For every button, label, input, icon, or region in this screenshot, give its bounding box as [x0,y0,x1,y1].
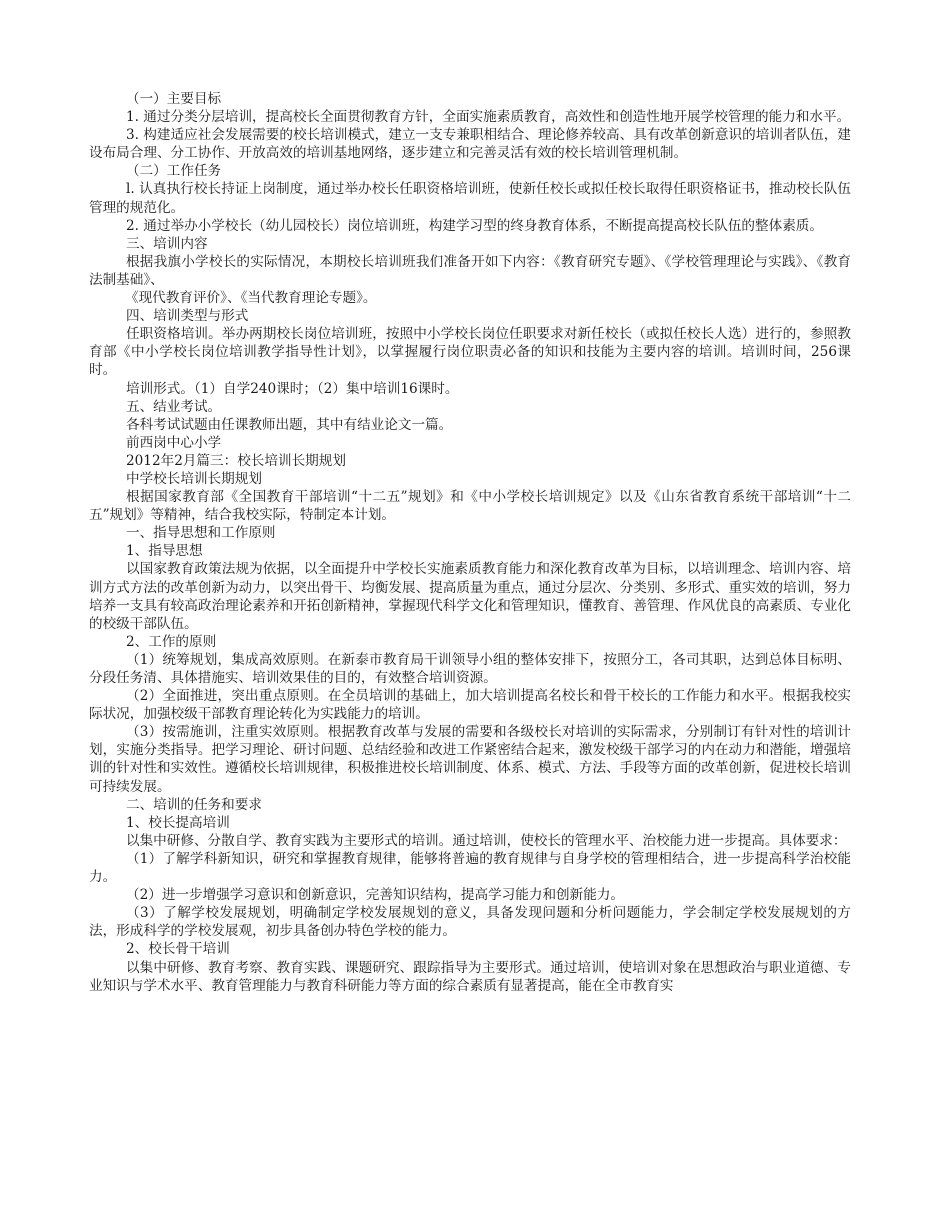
paragraph: 以国家教育政策法规为依据，以全面提升中学校长实施素质教育能力和深化教育改革为目标，以培训理念、培训内容、培训方式方法的改革创新为动力，以突出骨干、均衡发展、提高质量为重点，通过分层次、分类别、多形式、重实效的培训，努力培养一支具有较高政治理论素养和开拓创新精神，掌握现代科学文化和管理知识，懂教育、善管理、作风优良的高素质、专业化的校级干部队伍。 [89,561,851,632]
paragraph: （2）全面推进，突出重点原则。在全员培训的基础上，加大培训提高名校长和骨干校长的工作能力和水平。根据我校实际状况，加强校级干部教育理论转化为实践能力的培训。 [89,688,851,723]
paragraph: 培训形式。（1）自学240课时；（2）集中培训16课时。 [126,380,459,397]
paragraph: （二）工作任务 [126,163,222,180]
paragraph: （一）主要目标 [126,91,222,107]
paragraph: 任职资格培训。举办两期校长岗位培训班，按照中小学校长岗位任职要求对新任校长（或拟任校长人选）进行的，参照教育部《中小学校长岗位培训教学指导性计划》，以掌握履行岗位职责必备的知识和技能为主要内容的培训。培训时间，256课时。 [89,326,851,379]
paragraph: 2、工作的原则 [126,633,217,650]
paragraph: （3）按需施训，注重实效原则。根据教育改革与发展的需要和各级校长对培训的实际需求，分别制订有针对性的培训计划，实施分类指导。把学习理论、研讨问题、总结经验和改进工作紧密结合起来，激发校级干部学习的内在动力和潜能，增强培训的针对性和实效性。遵循校长培训规律，积极推进校长培训制度、体系、模式、方法、手段等方面的改革创新，促进校长培训可持续发展。 [89,724,851,795]
paragraph: 根据我旗小学校长的实际情况，本期校长培训班我们准备开如下内容：《教育研究专题》、《学校管理理论与实践》、《教育法制基础》、 [89,253,851,288]
paragraph: 一、指导思想和工作原则 [126,525,276,542]
paragraph: （1）了解学科新知识，研究和掌握教育规律，能够将普遍的教育规律与自身学校的管理相结合，进一步提高科学治校能力。 [89,850,851,886]
paragraph: （1）统筹规划，集成高效原则。在新泰市教育局干训领导小组的整体安排下，按照分工，各司其职，达到总体目标明、分段任务清、具体措施实、培训效果佳的目的，有效整合培训资源。 [89,651,851,686]
paragraph: （2）进一步增强学习意识和创新意识，完善知识结构，提高学习能力和创新能力。 [126,887,625,904]
paragraph: 根据国家教育部《全国教育干部培训“十二五”规划》和《中小学校长培训规定》以及《山东省教育系统干部培训“十二五”规划》等精神，结合我校实际，特制定本计划。 [89,489,851,524]
paragraph: l. 认真执行校长持证上岗制度，通过举办校长任职资格培训班，使新任校长或拟任校长取得任职资格证书，推动校长队伍管理的规范化。 [89,181,851,216]
paragraph: 1. 通过分类分层培训，提高校长全面贯彻教育方针，全面实施素质教育，高效性和创造性地开展学校管理的能力和水平。 [126,109,851,126]
paragraph: 《现代教育评价》、《当代教育理论专题》。 [125,290,377,307]
paragraph: 1、校长提高培训 [126,814,230,831]
paragraph: 2012年2月篇三：校长培训长期规划 [126,452,346,469]
paragraph: 二、培训的任务和要求 [126,796,262,813]
paragraph: 前西岗中心小学 [126,434,222,451]
paragraph: 1、指导思想 [126,543,203,560]
paragraph: 四、培训类型与形式 [126,308,249,325]
paragraph: 三、培训内容 [126,235,208,252]
document-body [89,90,851,995]
paragraph: 3. 构建适应社会发展需要的校长培训模式，建立一支专兼职相结合、理论修养较高、具有改革创新意识的培训者队伍，建设布局合理、分工协作、开放高效的培训基地网络，逐步建立和完善灵活有效的校长培训管理机制。 [89,127,851,162]
paragraph: 以集中研修、教育考察、教育实践、课题研究、跟踪指导为主要形式。通过培训，使培训对象在思想政治与职业道德、专业知识与学术水平、教育管理能力与教育科研能力等方面的综合素质有显著提高，能在全市教育实 [89,959,851,994]
paragraph: 五、结业考试。 [126,398,222,415]
paragraph: 各科考试试题由任课教师出题，其中有结业论文一篇。 [126,416,453,433]
paragraph: 中学校长培训长期规划 [126,470,262,487]
paragraph: 以集中研修、分散自学、教育实践为主要形式的培训。通过培训，使校长的管理水平、治校能力进一步提高。具体要求： [126,832,847,849]
paragraph: （3）了解学校发展规划，明确制定学校发展规划的意义，具备发现问题和分析问题能力，学会制定学校发展规划的方法，形成科学的学校发展观，初步具备创办特色学校的能力。 [89,905,851,940]
paragraph: 2、校长骨干培训 [126,941,230,958]
paragraph: 2. 通过举办小学校长（幼儿园校长）岗位培训班，构建学习型的终身教育体系，不断提高提高校长队伍的整体素质。 [126,217,823,234]
